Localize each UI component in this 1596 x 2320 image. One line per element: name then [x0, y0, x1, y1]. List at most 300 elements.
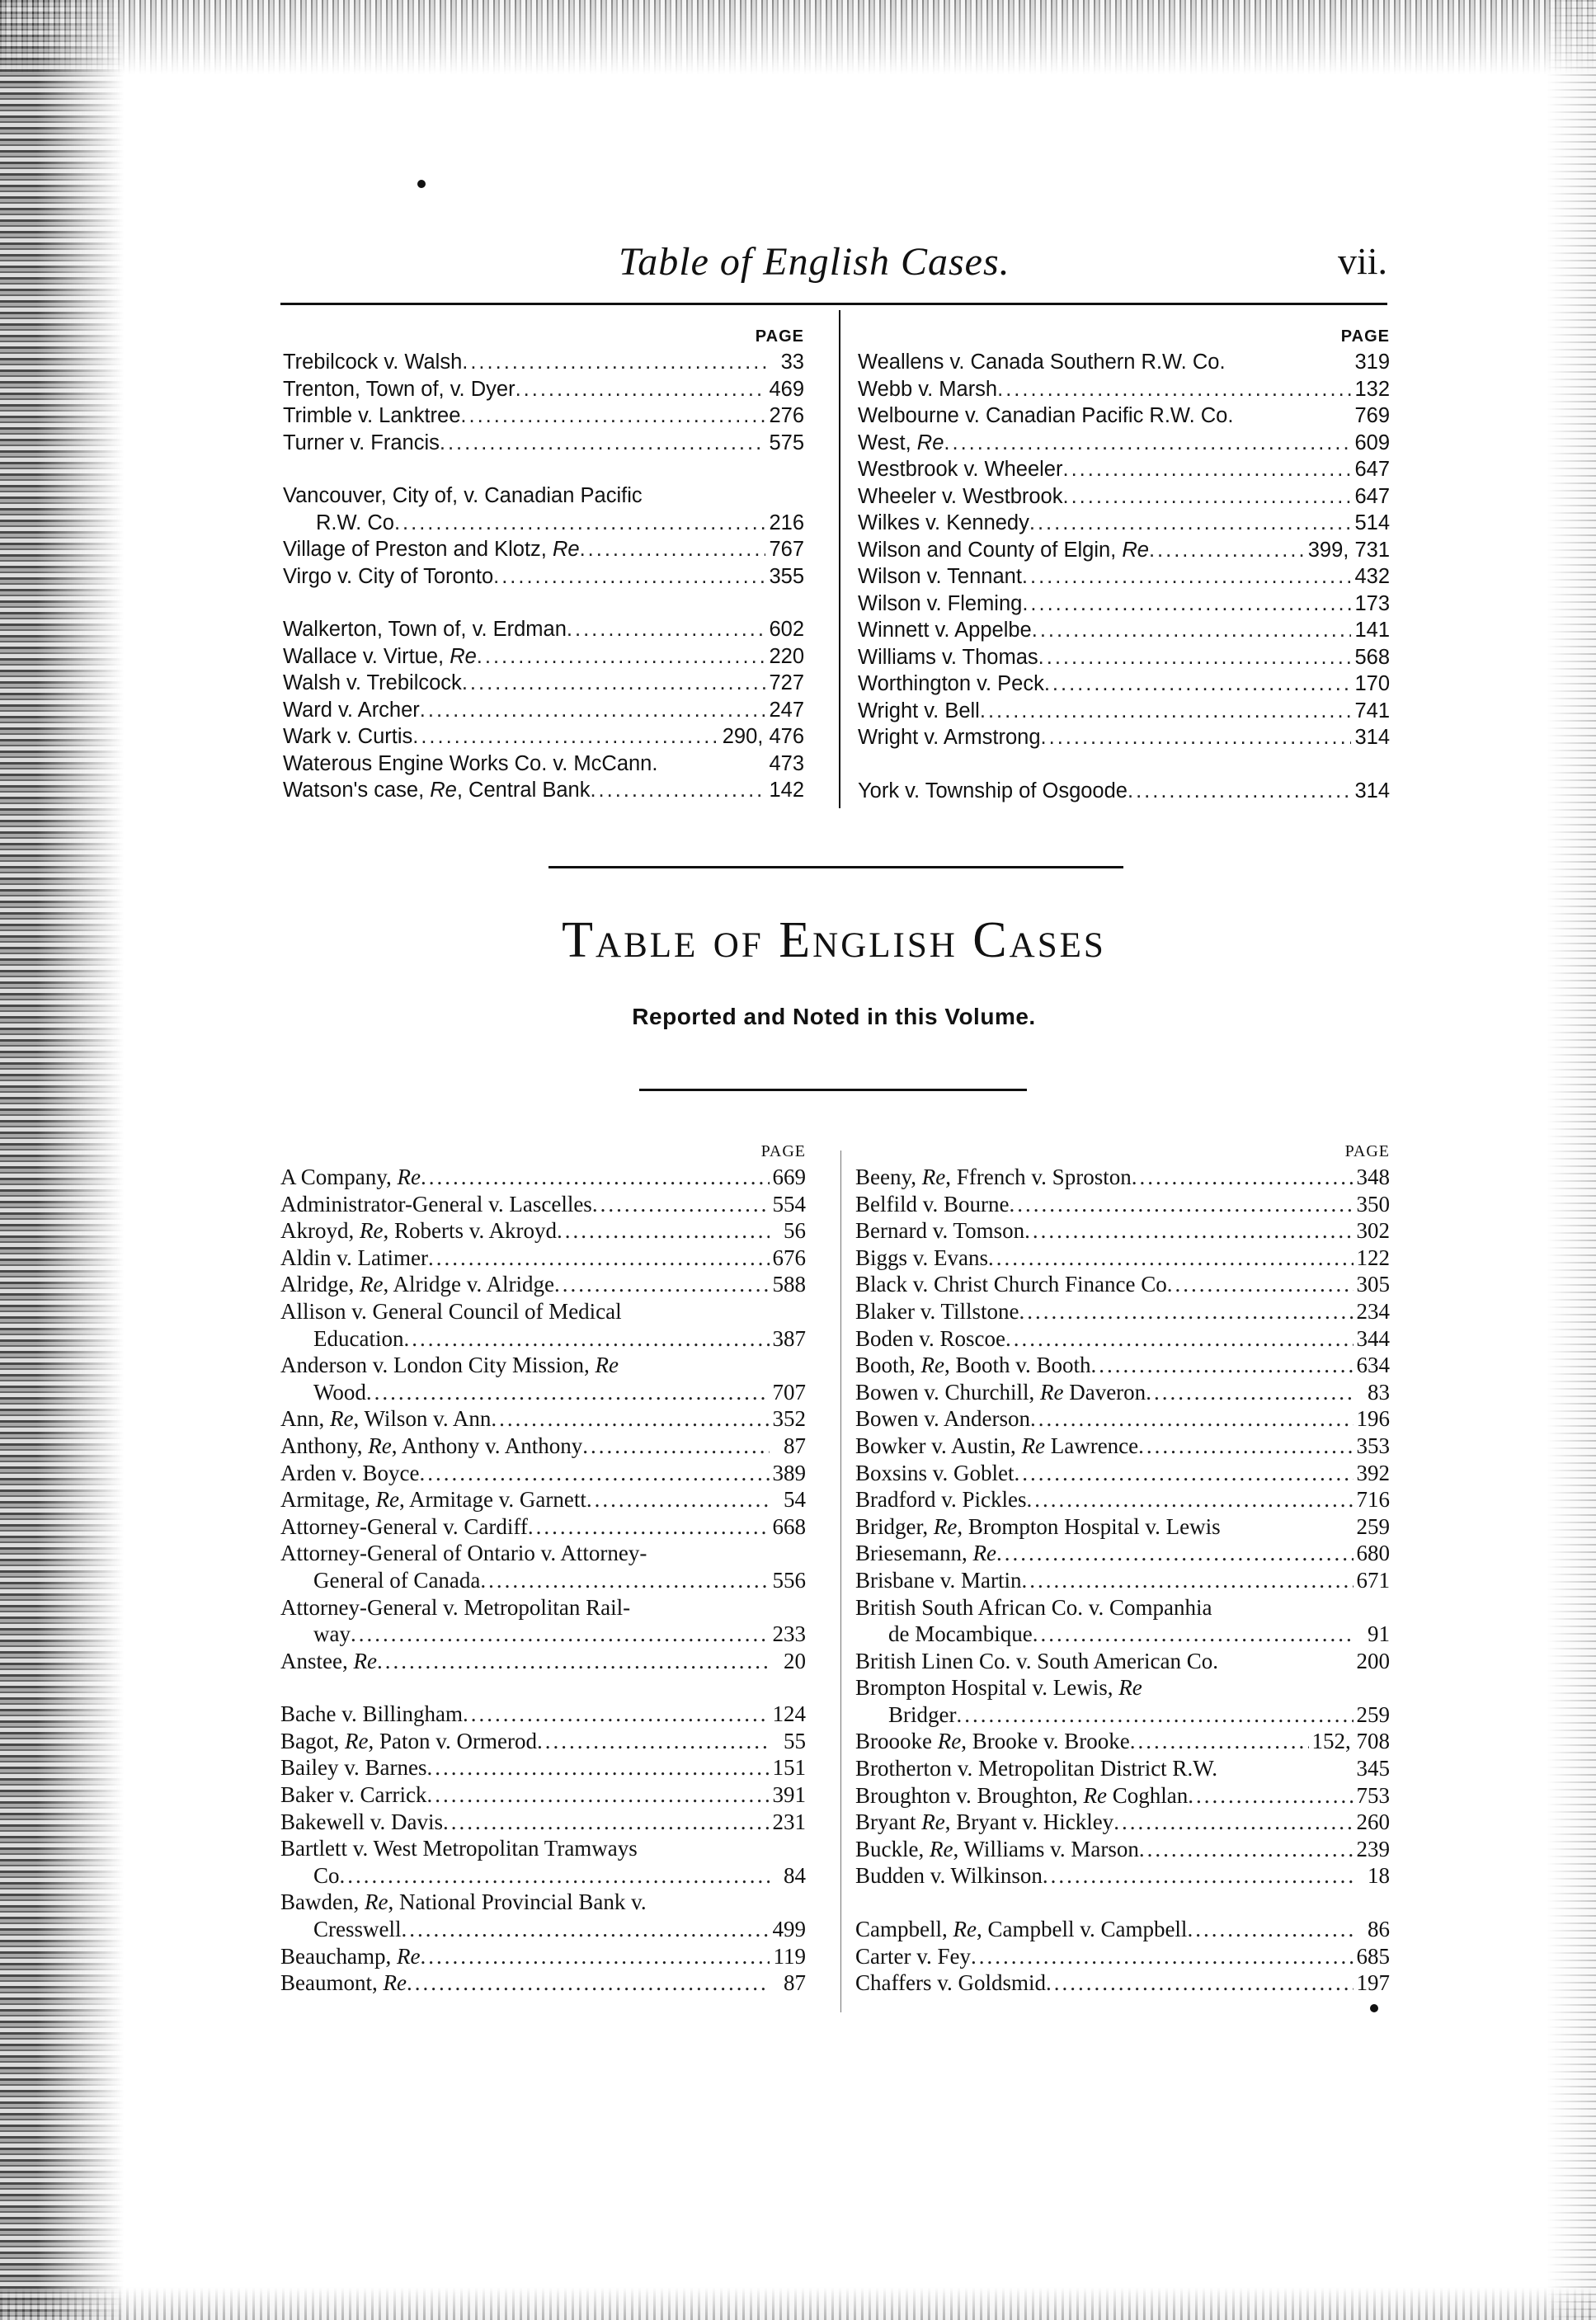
case-page-number: 259	[1356, 1701, 1390, 1727]
leader-dots	[491, 1405, 769, 1433]
case-name-line	[280, 1889, 806, 1916]
leader-dots	[1021, 1567, 1353, 1594]
case-name: Winnett v. Appelbe	[858, 619, 1032, 642]
leader-dots	[996, 1540, 1354, 1567]
case-row	[280, 1701, 806, 1728]
case-entry	[855, 1513, 1390, 1541]
leader-dots	[956, 1701, 1353, 1729]
leader-dots	[1038, 644, 1352, 671]
case-page-number: 499	[772, 1917, 806, 1942]
case-row	[280, 1433, 806, 1460]
case-page-number: 355	[769, 564, 804, 588]
case-page-number: 141	[1354, 619, 1390, 642]
case-page-number: 588	[772, 1272, 806, 1297]
case-page-number: 87	[784, 1433, 806, 1458]
case-page-number: 685	[1356, 1943, 1390, 1969]
case-page-number: 234	[1356, 1298, 1390, 1324]
case-row	[283, 376, 804, 403]
case-page-number: 469	[769, 377, 804, 401]
leader-dots	[528, 1513, 770, 1541]
case-page-number: 669	[772, 1165, 806, 1189]
case-entry	[855, 1567, 1390, 1594]
case-name: Campbell, Re, Campbell v. Campbell	[855, 1917, 1188, 1942]
case-page-number: 609	[1354, 431, 1390, 454]
case-row	[280, 1943, 806, 1970]
case-row	[280, 1513, 806, 1541]
case-row	[283, 670, 804, 697]
case-page-number: 142	[769, 779, 804, 802]
case-name-continuation: Cresswell	[313, 1917, 402, 1942]
leader-dots	[428, 1245, 770, 1272]
case-page-number: 352	[772, 1406, 806, 1432]
case-page-number: 259	[1356, 1513, 1390, 1539]
case-row	[855, 1540, 1390, 1567]
leader-dots	[988, 1245, 1354, 1272]
case-entry	[855, 1782, 1390, 1809]
leader-dots	[1062, 483, 1351, 511]
case-entry	[280, 1513, 806, 1541]
case-name: Wilson and County of Elgin, Re	[858, 538, 1149, 562]
case-entry	[855, 1809, 1390, 1836]
section-title: Table of English Cases	[562, 912, 1106, 968]
case-name: Arden v. Boyce	[280, 1460, 420, 1485]
section-rule	[548, 866, 1123, 868]
case-page-number: 33	[780, 351, 804, 374]
bullet-mark	[1370, 2004, 1378, 2012]
case-entry	[280, 1298, 806, 1352]
leader-dots	[1022, 563, 1352, 591]
case-row	[858, 591, 1390, 618]
case-entry	[855, 1405, 1390, 1433]
case-name-line	[280, 1352, 806, 1379]
case-name: Brompton Hospital v. Lewis, Re	[855, 1675, 1142, 1701]
case-name: Administrator-General v. Lascelles	[280, 1191, 592, 1216]
case-entry	[280, 1191, 806, 1218]
case-page-number: 119	[773, 1943, 806, 1969]
case-entry	[280, 1486, 806, 1513]
case-entry	[280, 1754, 806, 1781]
case-name-line	[280, 1594, 806, 1621]
case-row	[280, 1405, 806, 1433]
leader-dots	[420, 1943, 770, 1970]
case-row	[855, 1648, 1390, 1675]
case-entry	[855, 1916, 1390, 1943]
scan-edge-left	[0, 0, 124, 2320]
case-name: Welbourne v. Canadian Pacific R.W. Co.	[858, 404, 1234, 427]
header-rule	[280, 303, 1387, 305]
case-page-number: 132	[1354, 377, 1390, 401]
case-name-continuation: Education	[313, 1325, 404, 1351]
case-name-line	[280, 1298, 806, 1325]
case-name: Trenton, Town of, v. Dyer	[283, 377, 516, 401]
case-name: Belfild v. Bourne	[855, 1191, 1010, 1216]
leader-dots	[1009, 1191, 1353, 1218]
case-page-number: 767	[769, 538, 804, 561]
case-page-number: 302	[1356, 1218, 1390, 1244]
leader-dots	[401, 1916, 769, 1943]
case-name: Ann, Re, Wilson v. Ann	[280, 1406, 492, 1432]
leader-dots	[1146, 1379, 1354, 1406]
list-gap	[283, 590, 804, 616]
leader-dots	[1167, 1271, 1354, 1298]
case-page-number: 152, 708	[1311, 1729, 1390, 1754]
case-name: Boden v. Roscoe	[855, 1325, 1005, 1351]
case-page-number: 647	[1354, 484, 1390, 508]
case-entry	[283, 536, 804, 563]
case-name: York v. Township of Osgoode	[858, 779, 1128, 802]
case-page-number: 602	[769, 618, 804, 641]
case-entry	[280, 1164, 806, 1191]
case-page-number: 86	[1368, 1917, 1390, 1942]
case-name: Vancouver, City of, v. Canadian Pacific	[283, 484, 643, 507]
case-entry	[855, 1460, 1390, 1487]
case-name: Wright v. Bell	[858, 699, 980, 722]
canadian-cases-left-column	[283, 327, 804, 804]
case-entry	[855, 1486, 1390, 1513]
case-page-number: 314	[1354, 726, 1390, 749]
leader-dots	[426, 1781, 769, 1809]
case-name: Wright v. Armstrong	[858, 726, 1041, 749]
case-entry	[858, 456, 1390, 483]
case-page-number: 83	[1368, 1379, 1390, 1405]
case-row	[855, 1271, 1390, 1298]
case-entry	[858, 698, 1390, 725]
case-page-number: 87	[784, 1970, 806, 1996]
case-name: Carter v. Fey	[855, 1943, 971, 1969]
case-row	[855, 1916, 1390, 1943]
leader-dots	[554, 1271, 770, 1298]
case-row	[280, 1271, 806, 1298]
case-row	[855, 1809, 1390, 1836]
case-entry	[280, 1217, 806, 1245]
case-row	[855, 1486, 1390, 1513]
case-page-number: 20	[784, 1648, 806, 1673]
case-row	[283, 697, 804, 724]
case-entry	[283, 777, 804, 804]
case-row	[855, 1298, 1390, 1325]
case-name: Watson's case, Re, Central Bank	[283, 779, 591, 802]
case-entry	[283, 616, 804, 643]
case-row	[280, 1728, 806, 1755]
case-name: Attorney-General v. Cardiff	[280, 1513, 528, 1539]
case-name: Allison v. General Council of Medical	[280, 1298, 622, 1324]
case-name: Bradford v. Pickles	[855, 1487, 1027, 1513]
leader-dots	[394, 510, 766, 537]
leader-dots	[477, 643, 766, 671]
case-name: Attorney-General v. Metropolitan Rail-	[280, 1594, 631, 1620]
leader-dots	[1026, 1486, 1353, 1513]
case-entry	[855, 1379, 1390, 1406]
case-name: Bartlett v. West Metropolitan Tramways	[280, 1836, 638, 1861]
case-entry	[280, 1540, 806, 1593]
leader-dots	[1024, 1217, 1353, 1245]
section-subtitle: Reported and Noted in this Volume.	[632, 1004, 1036, 1029]
leader-dots	[1187, 1916, 1354, 1943]
case-page-number: 473	[769, 751, 804, 775]
case-name: Worthington v. Peck	[858, 672, 1044, 695]
case-row	[855, 1352, 1390, 1379]
running-header	[280, 239, 1387, 289]
case-name: Bakewell v. Davis	[280, 1809, 443, 1834]
case-page-number: 314	[1354, 779, 1390, 802]
case-entry	[283, 697, 804, 724]
page-column-heading: PAGE	[755, 327, 804, 346]
case-page-number: 239	[1356, 1836, 1390, 1861]
leader-dots	[420, 697, 766, 724]
leader-dots	[1188, 1782, 1353, 1809]
case-entry	[855, 1755, 1390, 1782]
case-page-number: 124	[772, 1701, 806, 1727]
case-page-number: 716	[1356, 1487, 1390, 1513]
leader-dots	[377, 1648, 770, 1675]
case-entry	[283, 643, 804, 671]
case-page-number: 707	[772, 1379, 806, 1405]
case-name: Blaker v. Tillstone	[855, 1298, 1019, 1324]
case-row	[280, 1325, 806, 1353]
case-name-line	[280, 1540, 806, 1567]
case-name: Buckle, Re, Williams v. Marson	[855, 1836, 1139, 1861]
case-page-number: 554	[772, 1191, 806, 1216]
case-entry	[858, 483, 1390, 511]
case-row	[280, 1862, 806, 1889]
leader-dots	[1005, 1325, 1354, 1353]
leader-dots	[443, 1809, 770, 1836]
case-page-number: 392	[1356, 1460, 1390, 1485]
leader-dots	[1138, 1433, 1353, 1460]
case-page-number: 741	[1354, 699, 1390, 722]
case-entry	[855, 1164, 1390, 1191]
leader-dots	[997, 376, 1351, 403]
case-row	[280, 1621, 806, 1648]
case-entry	[855, 1433, 1390, 1460]
case-row	[283, 751, 804, 778]
case-page-number: 671	[1356, 1567, 1390, 1593]
case-page-number: 220	[769, 644, 804, 668]
case-row	[858, 644, 1390, 671]
section-rule	[639, 1089, 1027, 1091]
leader-dots	[1032, 617, 1352, 644]
case-name: Williams v. Thomas	[858, 645, 1038, 669]
running-title: Table of English Cases.	[619, 240, 1010, 284]
case-row	[283, 643, 804, 671]
case-row	[855, 1701, 1390, 1729]
case-page-number: 556	[772, 1567, 806, 1593]
list-gap	[858, 751, 1390, 778]
case-row	[855, 1755, 1390, 1782]
case-row	[858, 778, 1390, 805]
page-column-heading: PAGE	[1344, 1142, 1390, 1160]
case-row	[283, 563, 804, 591]
case-page-number: 676	[772, 1245, 806, 1270]
case-entry	[855, 1271, 1390, 1298]
case-name: Beauchamp, Re	[280, 1943, 421, 1969]
case-row	[858, 617, 1390, 644]
case-name: Ward v. Archer	[283, 698, 420, 722]
case-list	[280, 1164, 806, 1997]
case-row	[280, 1567, 806, 1594]
page-number: vii.	[1337, 240, 1387, 282]
case-row	[280, 1809, 806, 1836]
case-name: Westbrook v. Wheeler	[858, 458, 1063, 481]
leader-dots	[480, 1567, 769, 1594]
case-entry	[855, 1862, 1390, 1889]
leader-dots	[971, 1943, 1354, 1970]
english-cases-left-column	[280, 1142, 806, 1997]
case-row	[283, 777, 804, 804]
case-name-continuation: Co	[313, 1862, 340, 1888]
page-column-heading: PAGE	[760, 1142, 806, 1160]
case-name-continuation: General of Canada	[313, 1567, 481, 1593]
case-row	[280, 1460, 806, 1487]
case-entry	[280, 1245, 806, 1272]
case-row	[855, 1460, 1390, 1487]
case-row	[855, 1513, 1390, 1541]
case-row	[280, 1754, 806, 1781]
case-entry	[280, 1943, 806, 1970]
case-row	[855, 1943, 1390, 1970]
case-page-number: 753	[1356, 1782, 1390, 1808]
leader-dots	[351, 1621, 770, 1648]
leader-dots	[592, 1191, 770, 1218]
case-entry	[858, 402, 1390, 430]
case-name: Biggs v. Evans	[855, 1245, 988, 1270]
case-row	[280, 1164, 806, 1191]
case-name: Wilson v. Fleming	[858, 591, 1023, 615]
case-page-number: 260	[1356, 1809, 1390, 1835]
case-name: Beaumont, Re	[280, 1970, 407, 1996]
column-divider	[839, 310, 840, 808]
list-gap	[855, 1889, 1390, 1916]
case-row	[280, 1217, 806, 1245]
case-entry	[283, 402, 804, 430]
leader-dots	[462, 349, 768, 376]
case-page-number: 399, 731	[1307, 538, 1390, 562]
case-page-number: 568	[1354, 645, 1390, 669]
leader-dots	[1019, 1298, 1354, 1325]
case-name: Anthony, Re, Anthony v. Anthony	[280, 1433, 583, 1458]
case-row	[855, 1245, 1390, 1272]
leader-dots	[1043, 1862, 1354, 1889]
case-row	[858, 671, 1390, 698]
case-name: Wilson v. Tennant	[858, 565, 1022, 588]
case-page-number: 348	[1356, 1165, 1390, 1189]
case-row	[855, 1191, 1390, 1218]
case-row	[280, 1245, 806, 1272]
case-entry	[283, 430, 804, 457]
case-entry	[858, 724, 1390, 751]
list-gap	[283, 456, 804, 482]
case-entry	[280, 1594, 806, 1648]
case-entry	[280, 1889, 806, 1942]
case-entry	[855, 1836, 1390, 1863]
case-row	[855, 1836, 1390, 1863]
case-row	[283, 616, 804, 643]
leader-dots	[1015, 1460, 1354, 1487]
case-page-number: 173	[1354, 591, 1390, 615]
case-entry	[855, 1217, 1390, 1245]
case-name-line	[855, 1674, 1390, 1701]
leader-dots	[1149, 537, 1305, 564]
case-page-number: 216	[769, 511, 804, 534]
case-page-number: 353	[1356, 1433, 1390, 1458]
list-gap	[280, 1674, 806, 1701]
case-page-number: 634	[1356, 1353, 1390, 1378]
case-name: Walkerton, Town of, v. Erdman	[283, 618, 567, 641]
case-row	[280, 1969, 806, 1997]
case-entry	[858, 510, 1390, 537]
case-name: A Company, Re	[280, 1165, 421, 1189]
leader-dots	[586, 1486, 770, 1513]
leader-dots	[412, 723, 718, 751]
case-entry	[858, 617, 1390, 644]
case-entry	[280, 1460, 806, 1487]
case-entry	[858, 644, 1390, 671]
case-page-number: 432	[1354, 565, 1390, 588]
leader-dots	[462, 670, 766, 697]
case-page-number: 389	[772, 1460, 806, 1485]
case-entry	[283, 482, 804, 536]
leader-dots	[557, 1217, 770, 1245]
case-name: Weallens v. Canada Southern R.W. Co.	[858, 351, 1226, 374]
case-page-number: 200	[1356, 1648, 1390, 1673]
case-entry	[858, 778, 1390, 805]
case-row	[280, 1379, 806, 1406]
case-name: Bagot, Re, Paton v. Ormerod	[280, 1728, 537, 1753]
case-entry	[858, 349, 1390, 376]
case-entry	[855, 1674, 1390, 1728]
case-name: Brotherton v. Metropolitan District R.W.	[855, 1756, 1217, 1781]
case-entry	[858, 671, 1390, 698]
case-entry	[855, 1245, 1390, 1272]
case-list	[283, 349, 804, 804]
case-name: Black v. Christ Church Finance Co	[855, 1272, 1167, 1297]
case-page-number: 196	[1356, 1406, 1390, 1432]
case-row	[280, 1916, 806, 1943]
case-name: Wheeler v. Westbrook	[858, 484, 1063, 508]
case-entry	[280, 1648, 806, 1675]
case-name-line	[280, 1835, 806, 1862]
case-page-number: 231	[772, 1809, 806, 1834]
case-entry	[280, 1809, 806, 1836]
case-row	[858, 483, 1390, 511]
case-page-number: 344	[1356, 1325, 1390, 1351]
case-row	[280, 1648, 806, 1675]
case-name-continuation: way	[313, 1621, 351, 1647]
case-row	[855, 1728, 1390, 1755]
case-entry	[855, 1969, 1390, 1997]
case-page-number: 319	[1354, 351, 1390, 374]
case-entry	[283, 563, 804, 591]
leader-dots	[407, 1969, 770, 1997]
case-entry	[858, 430, 1390, 457]
case-name: Webb v. Marsh	[858, 377, 998, 401]
case-name: Bowker v. Austin, Re Lawrence	[855, 1433, 1139, 1458]
leader-dots	[1030, 1405, 1354, 1433]
case-name: Boxsins v. Goblet	[855, 1460, 1015, 1485]
case-page-number: 91	[1368, 1621, 1390, 1647]
leader-dots	[366, 1379, 770, 1406]
case-page-number: 514	[1354, 511, 1390, 534]
case-row	[858, 349, 1390, 376]
case-entry	[858, 563, 1390, 591]
case-name: Bawden, Re, National Provincial Bank v.	[280, 1889, 647, 1915]
case-row	[858, 376, 1390, 403]
case-page-number: 575	[769, 431, 804, 454]
leader-dots	[582, 1433, 770, 1460]
leader-dots	[1022, 591, 1351, 618]
case-page-number: 247	[769, 698, 804, 722]
case-name: Akroyd, Re, Roberts v. Akroyd	[280, 1218, 557, 1244]
